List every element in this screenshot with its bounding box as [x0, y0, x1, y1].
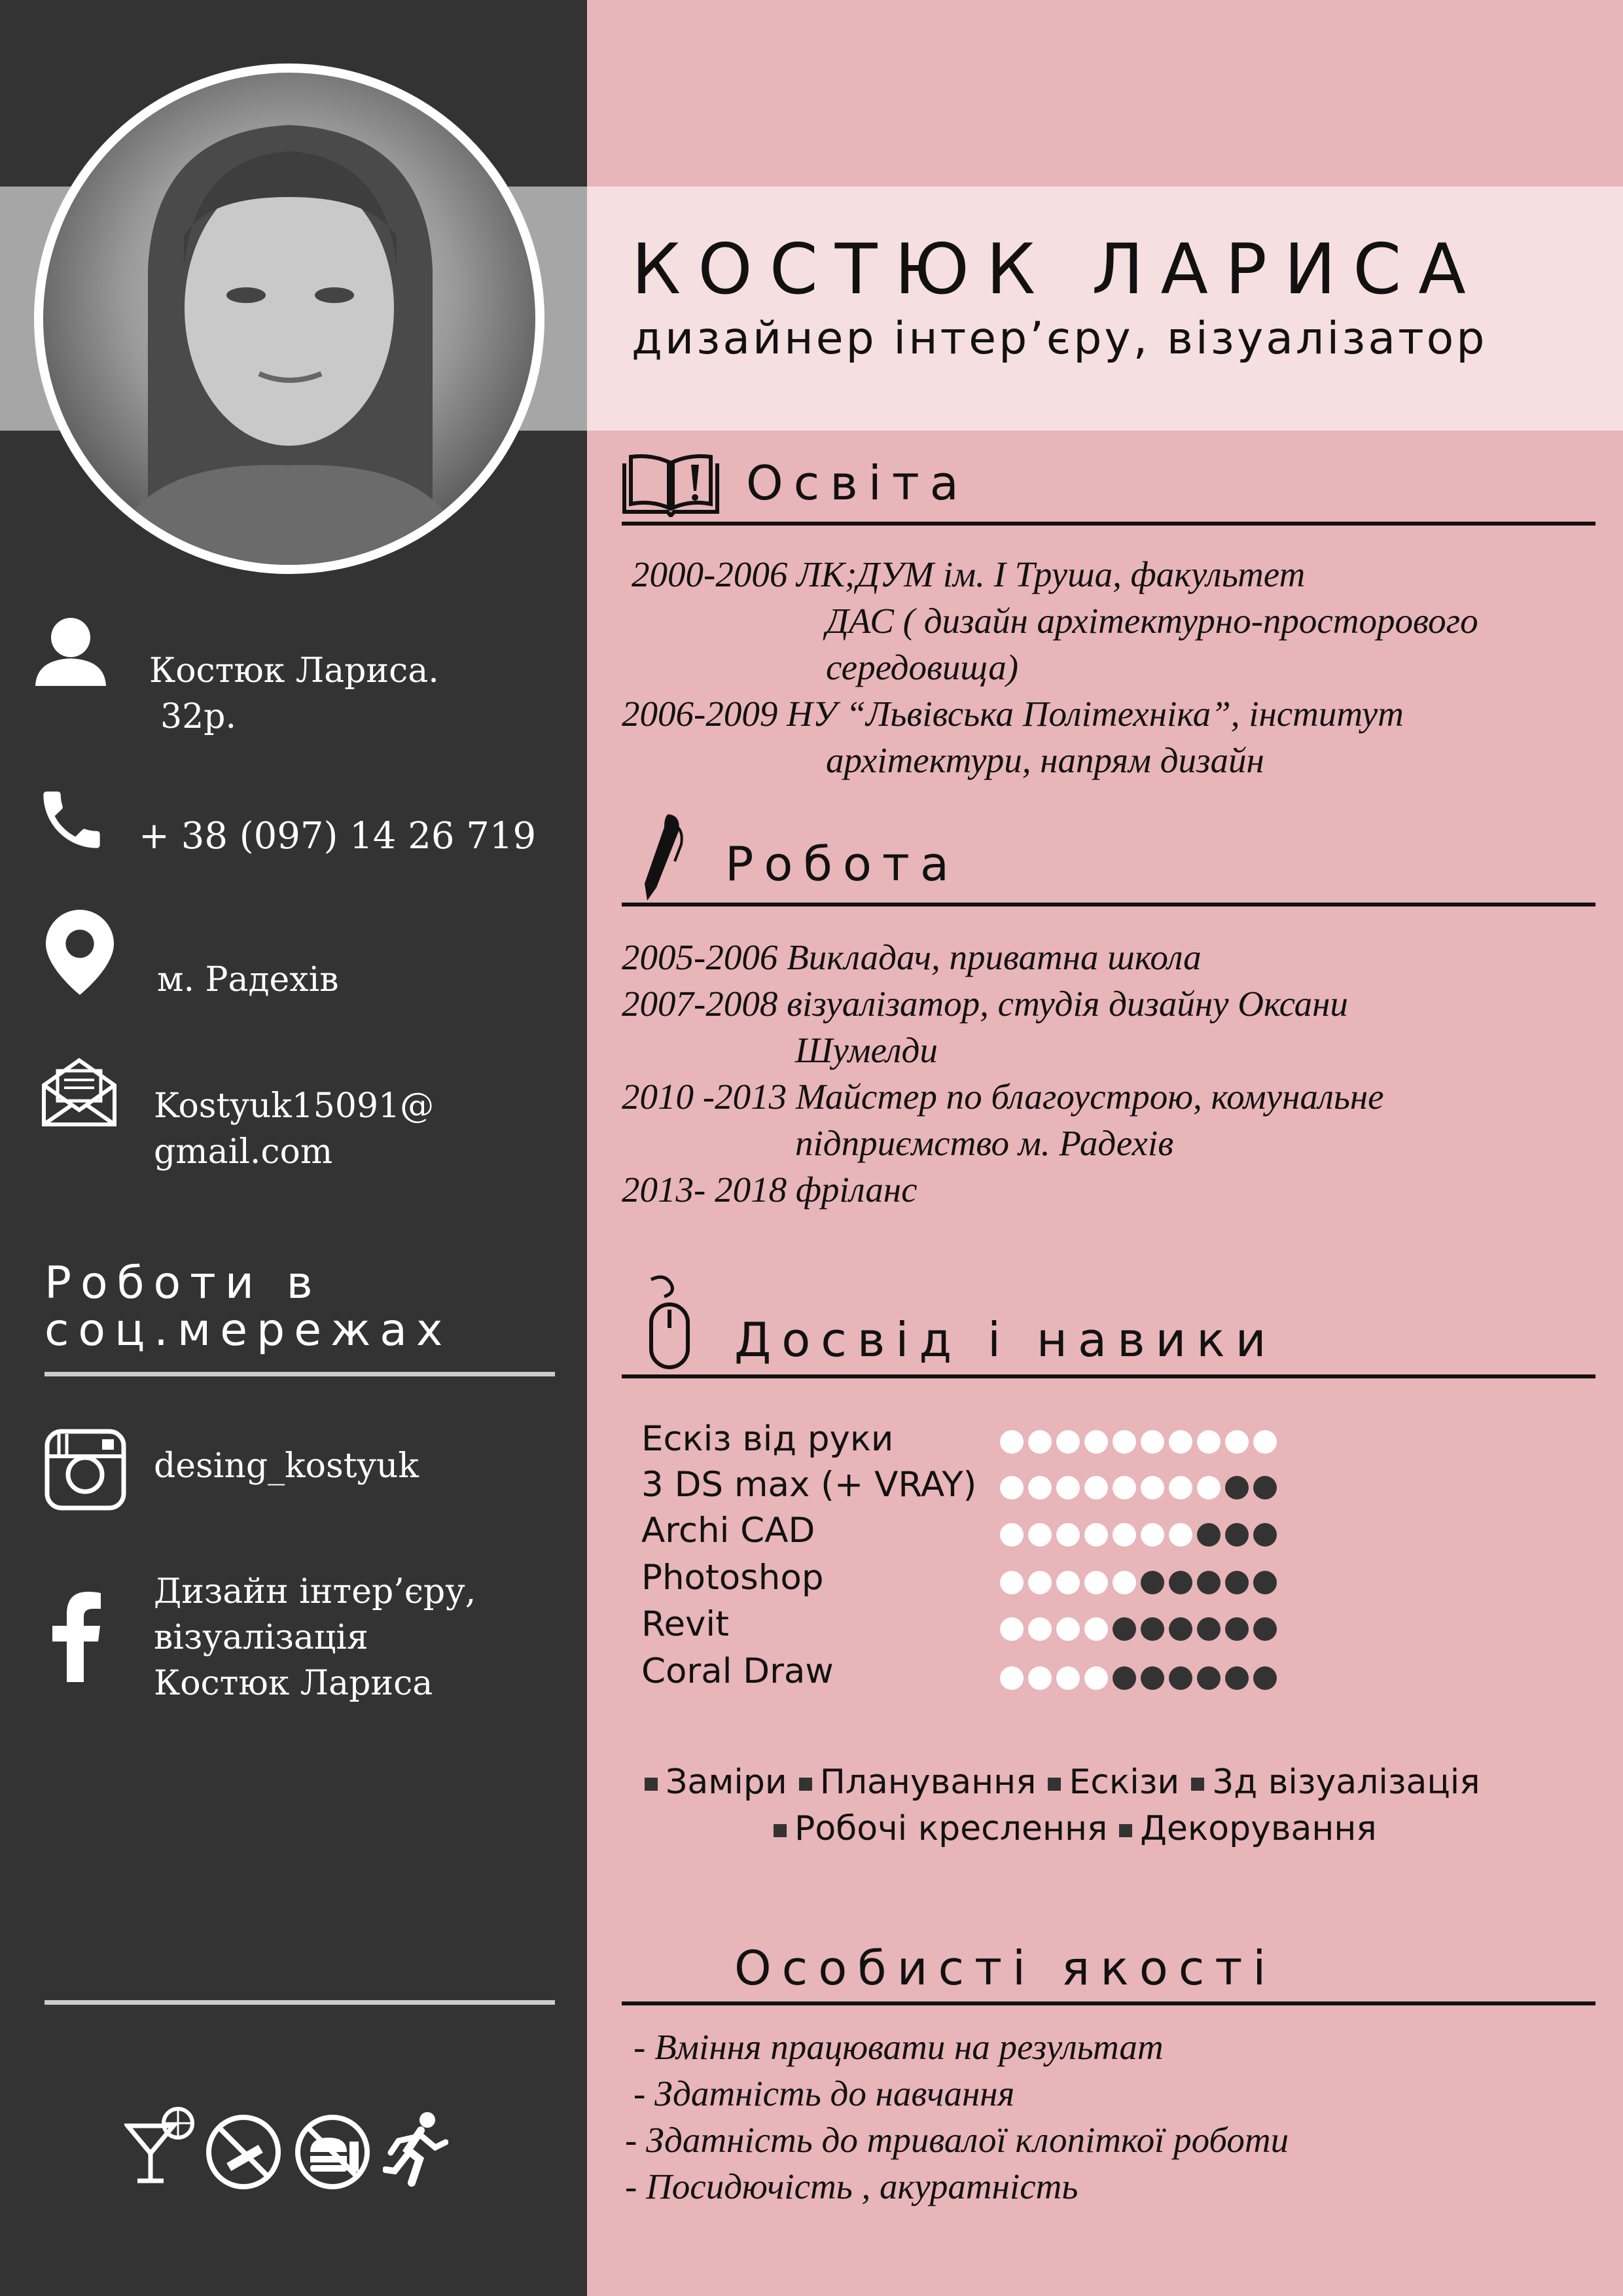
rating-dot-empty [1225, 1476, 1249, 1499]
skill-name: Coral Draw [641, 1651, 834, 1691]
hobbies-divider [45, 2000, 555, 2005]
rating-dot-empty [1169, 1666, 1192, 1690]
rating-dot-filled [1169, 1430, 1192, 1454]
skill-tags-row-2 [774, 1809, 1389, 1848]
skill-tag: Декорування [1119, 1809, 1376, 1848]
rating-dot-empty [1141, 1571, 1164, 1594]
education-entry-2-line1: 2006-2009 НУ “Львівська Політехніка”, інститут [622, 694, 1404, 734]
qualities-rule [622, 2001, 1596, 2005]
rating-dot-empty [1253, 1571, 1277, 1594]
rating-dot-filled [1084, 1430, 1108, 1454]
rating-dot-filled [1225, 1430, 1249, 1454]
contact-age: 32р. [160, 697, 236, 736]
candidate-role: дизайнер інтер’єру, візуалізатор [632, 313, 1488, 365]
rating-dot-filled [1197, 1430, 1221, 1454]
skill-name: Archi CAD [641, 1511, 815, 1551]
rating-dot-filled [1028, 1430, 1052, 1454]
rating-dot-filled [1084, 1571, 1108, 1594]
rating-dot-filled [1000, 1476, 1024, 1499]
rating-dot-filled [1169, 1523, 1192, 1547]
rating-dot-filled [1113, 1571, 1136, 1594]
rating-dot-empty [1225, 1571, 1249, 1594]
rating-dot-empty [1225, 1523, 1249, 1547]
social-divider [45, 1372, 555, 1376]
skill-rating [1000, 1571, 1277, 1594]
profile-photo [34, 63, 544, 574]
rating-dot-filled [1056, 1666, 1080, 1690]
rating-dot-filled [1084, 1666, 1108, 1690]
work-entry-4: 2013- 2018 фріланс [622, 1170, 918, 1210]
skill-rating [1000, 1617, 1277, 1641]
facebook-icon[interactable] [52, 1590, 101, 1685]
rating-dot-empty [1113, 1666, 1136, 1690]
skill-rating [1000, 1666, 1277, 1690]
rating-dot-filled [1056, 1476, 1080, 1499]
skill-tag: Планування [799, 1763, 1037, 1802]
rating-dot-empty [1169, 1617, 1192, 1641]
rating-dot-filled [1000, 1430, 1024, 1454]
book-icon [622, 452, 720, 520]
rating-dot-empty [1253, 1617, 1277, 1641]
rating-dot-filled [1056, 1523, 1080, 1547]
no-fastfood-icon [293, 2113, 372, 2195]
skill-tag: 3д візуалізація [1191, 1763, 1480, 1802]
rating-dot-filled [1197, 1476, 1221, 1499]
rating-dot-filled [1000, 1571, 1024, 1594]
rating-dot-filled [1000, 1523, 1024, 1547]
person-icon [34, 615, 107, 691]
rating-dot-empty [1253, 1476, 1277, 1499]
rating-dot-empty [1169, 1571, 1192, 1594]
contact-email-line1[interactable]: Kostyuk15091@ [154, 1086, 435, 1126]
skill-tags-row-1 [645, 1763, 1491, 1802]
qualities-title: Особисті якості [734, 1941, 1277, 1996]
rating-dot-filled [1084, 1476, 1108, 1499]
contact-name: Костюк Лариса. [149, 651, 439, 691]
rating-dot-filled [1000, 1617, 1024, 1641]
rating-dot-filled [1056, 1571, 1080, 1594]
work-entry-2-line2: Шумелди [795, 1030, 938, 1070]
facebook-line1[interactable]: Дизайн інтер’єру, [154, 1572, 476, 1611]
education-entry-1-line1: 2000-2006 ЛК;ДУМ ім. І Труша, факультет [632, 554, 1306, 594]
rating-dot-filled [1028, 1476, 1052, 1499]
contact-city: м. Радехів [157, 960, 339, 999]
quality-item: - Здатність до тривалої клопіткої роботи [625, 2120, 1289, 2160]
quality-item: - Посидючість , акуратність [625, 2166, 1079, 2206]
rating-dot-filled [1141, 1476, 1164, 1499]
education-rule [622, 522, 1596, 526]
work-entry-2-line1: 2007-2008 візуалізатор, студія дизайну Оксани [622, 984, 1348, 1024]
work-entry-3-line1: 2010 -2013 Майстер по благоустрою, комунальне [622, 1077, 1384, 1117]
rating-dot-empty [1197, 1523, 1221, 1547]
facebook-line2[interactable]: візуалізація [154, 1618, 368, 1657]
mouse-icon [638, 1273, 704, 1374]
rating-dot-filled [1084, 1523, 1108, 1547]
rating-dot-filled [1028, 1571, 1052, 1594]
rating-dot-empty [1197, 1571, 1221, 1594]
rating-dot-filled [1141, 1523, 1164, 1547]
location-icon [46, 910, 114, 998]
work-entry-1: 2005-2006 Викладач, приватна школа [622, 937, 1202, 977]
education-entry-1-line2: ДАС ( дизайн архітектурно-просторового [826, 601, 1478, 641]
rating-dot-empty [1225, 1666, 1249, 1690]
work-title: Робота [725, 836, 959, 891]
skill-rating [1000, 1430, 1277, 1454]
phone-icon [34, 782, 109, 861]
rating-dot-empty [1253, 1523, 1277, 1547]
skill-name: Revit [641, 1604, 729, 1644]
rating-dot-filled [1113, 1523, 1136, 1547]
skill-tag: Заміри [645, 1763, 787, 1802]
candidate-name: КОСТЮК ЛАРИСА [632, 229, 1483, 310]
skill-name: Photoshop [641, 1558, 824, 1598]
skill-rating [1000, 1523, 1277, 1547]
no-smoking-icon [204, 2113, 283, 2195]
education-title: Освіта [746, 456, 969, 511]
social-heading: Роботи в соц.мережах [45, 1257, 452, 1356]
skills-title: Досвід і навики [734, 1312, 1277, 1367]
rating-dot-empty [1253, 1666, 1277, 1690]
skill-name: 3 DS max (+ VRAY) [641, 1465, 977, 1505]
rating-dot-filled [1056, 1617, 1080, 1641]
running-icon [383, 2111, 448, 2196]
quality-item: - Вміння працювати на результат [633, 2027, 1164, 2067]
quality-item: - Здатність до навчання [633, 2073, 1015, 2113]
rating-dot-filled [1056, 1430, 1080, 1454]
rating-dot-filled [1000, 1666, 1024, 1690]
instagram-icon[interactable] [45, 1429, 126, 1514]
rating-dot-filled [1169, 1476, 1192, 1499]
education-entry-1-line3: середовища) [826, 647, 1019, 687]
rating-dot-filled [1113, 1476, 1136, 1499]
work-rule [622, 903, 1596, 906]
rating-dot-filled [1028, 1666, 1052, 1690]
skill-rating [1000, 1476, 1277, 1499]
contact-phone: + 38 (097) 14 26 719 [139, 815, 537, 857]
rating-dot-filled [1028, 1617, 1052, 1641]
education-entry-2-line2: архітектури, напрям дизайн [826, 740, 1264, 780]
rating-dot-filled [1028, 1523, 1052, 1547]
skill-tag: Ескізи [1048, 1763, 1179, 1802]
rating-dot-empty [1197, 1666, 1221, 1690]
rating-dot-empty [1197, 1617, 1221, 1641]
email-icon [41, 1052, 118, 1131]
cocktail-icon [124, 2106, 196, 2188]
instagram-handle[interactable]: desing_kostyuk [154, 1446, 419, 1486]
skill-name: Ескіз від руки [641, 1419, 894, 1459]
skills-rule [622, 1374, 1596, 1378]
rating-dot-empty [1225, 1617, 1249, 1641]
rating-dot-empty [1113, 1617, 1136, 1641]
rating-dot-filled [1253, 1430, 1277, 1454]
facebook-line3[interactable]: Костюк Лариса [154, 1664, 433, 1703]
pen-icon [638, 812, 684, 906]
skill-tag: Робочі креслення [774, 1809, 1107, 1848]
rating-dot-filled [1113, 1430, 1136, 1454]
contact-email-line2[interactable]: gmail.com [154, 1132, 333, 1172]
rating-dot-filled [1084, 1617, 1108, 1641]
work-entry-3-line2: підприємство м. Радехів [795, 1123, 1174, 1163]
rating-dot-empty [1141, 1617, 1164, 1641]
rating-dot-filled [1141, 1430, 1164, 1454]
rating-dot-empty [1141, 1666, 1164, 1690]
